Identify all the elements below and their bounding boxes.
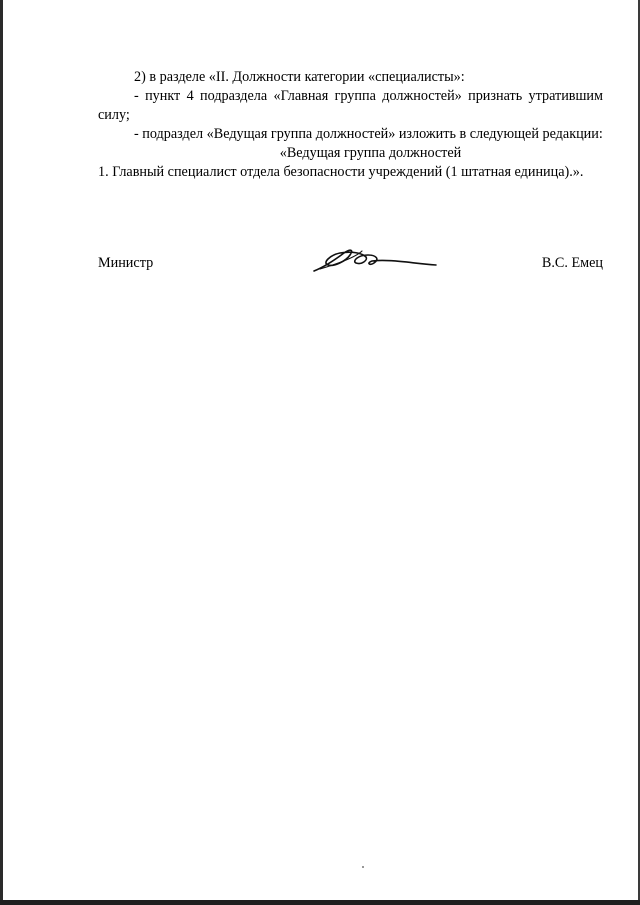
section-intro: 2) в разделе «II. Должности категории «специалисты»: bbox=[134, 69, 465, 85]
scan-edge-bottom bbox=[0, 900, 640, 905]
handwritten-signature bbox=[310, 241, 440, 281]
signature-block bbox=[98, 255, 603, 281]
document-body bbox=[98, 68, 603, 182]
bullet-new-wording: - подраздел «Ведущая группа должностей» изложить в следующей редакции: bbox=[134, 126, 603, 142]
subsection-heading: «Ведущая группа должностей bbox=[279, 145, 462, 161]
position-item-1: 1. Главный специалист отдела безопасности учреждений (1 штатная единица).». bbox=[98, 164, 584, 180]
scan-edge-left bbox=[0, 0, 3, 905]
signatory-title: Министр bbox=[98, 255, 154, 271]
bullet-repeal-point-4: - пункт 4 подраздела «Главная группа должностей» признать утратившим силу; bbox=[98, 88, 603, 123]
scan-speck bbox=[362, 866, 364, 868]
signatory-name: В.С. Емец bbox=[541, 255, 603, 271]
